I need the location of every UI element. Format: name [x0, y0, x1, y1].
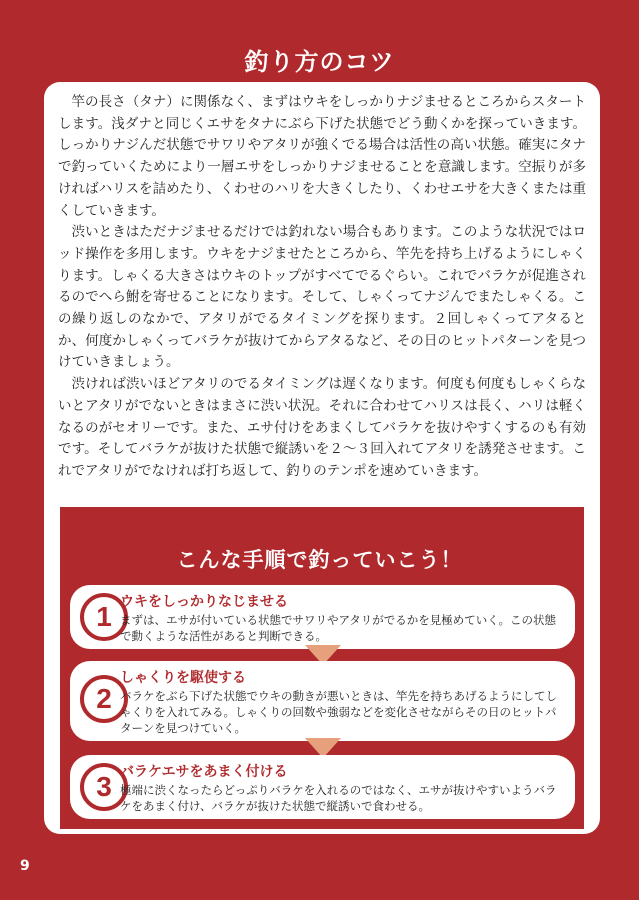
step-title-2: しゃくりを駆使する — [120, 670, 246, 686]
steps-title: こんな手順で釣っていこう！ — [176, 547, 463, 572]
page-number: 9 — [20, 858, 30, 874]
paragraph-2: 渋いときはただナジませるだけでは釣れない場合もあります。このような状況ではロッド操作を多用します。ウキをナジませたところから、竿先を持ち上げるようにしゃくります。しゃくる大きさはウキのトップがすべてでるぐらい。これでバラケが促進されるのでへら鮒を寄せることになります。そして、しゃくってナジんでまたしゃくる。この繰り返しのなかで、アタリがでるタイミングを探ります。２回しゃくってアタるとか、何度かしゃくってバラケが抜けてからアタるなど、その日のヒットパターンを見つけていきましょう。 — [58, 224, 586, 371]
step-number-2: 2 — [80, 675, 128, 723]
step-desc-1: まずは、エサが付いている状態でサワリやアタリがでるかを見極めていく。この状態で動くような活性があると判断できる。 — [120, 613, 556, 643]
step-card-1 — [70, 585, 575, 649]
step-title-1: ウキをしっかりなじませる — [120, 594, 288, 610]
paragraph-1: 竿の長さ（タナ）に関係なく、まずはウキをしっかりナジませるところからスタートします。浅ダナと同じくエサをタナにぶら下げた状態でどう動くかを探っていきます。しっかりナジんだ状態でサワリやアタリが強くでる場合は活性の高い状態。確実にタナで釣っていくためにより一層エサをしっかりナジませることを意識します。空振りが多ければハリスを詰めたり、くわせのハリを大きくしたり、くわせエサを大きくまたは重くしていきます。 — [58, 94, 586, 219]
article-body — [58, 92, 586, 483]
step-number-1: 1 — [80, 593, 128, 641]
step-title-3: バラケエサをあまく付ける — [120, 764, 288, 780]
step-number-3: 3 — [80, 763, 128, 811]
step-desc-3: 極端に渋くなったらどっぷりバラケを入れるのではなく、エサが抜けやすいようバラケをあまく付け、バラケが抜けた状態で縦誘いで食わせる。 — [120, 783, 557, 813]
page-title: 釣り方のコツ — [244, 47, 395, 76]
step-card-3 — [70, 755, 575, 819]
step-card-2 — [70, 661, 575, 741]
paragraph-3: 渋ければ渋いほどアタリのでるタイミングは遅くなります。何度も何度もしゃくらないとアタリがでないときはまさに渋い状況。それに合わせてハリスは長く、ハリは軽くなるのがセオリーです。また、エサ付けをあまくしてバラケを抜けやすくするのも有効です。そしてバラケが抜けた状態で縦誘いを２〜３回入れてアタリを誘発させます。これでアタリがでなければ打ち返して、釣りのテンポを速めていきます。 — [58, 376, 586, 479]
step-desc-2: バラケをぶら下げた状態でウキの動きが悪いときは、竿先を持ちあげるようにしてしゃくりを入れてみる。しゃくりの回数や強弱などを変化させながらその日のヒットパターンを見つけていく。 — [120, 689, 557, 735]
